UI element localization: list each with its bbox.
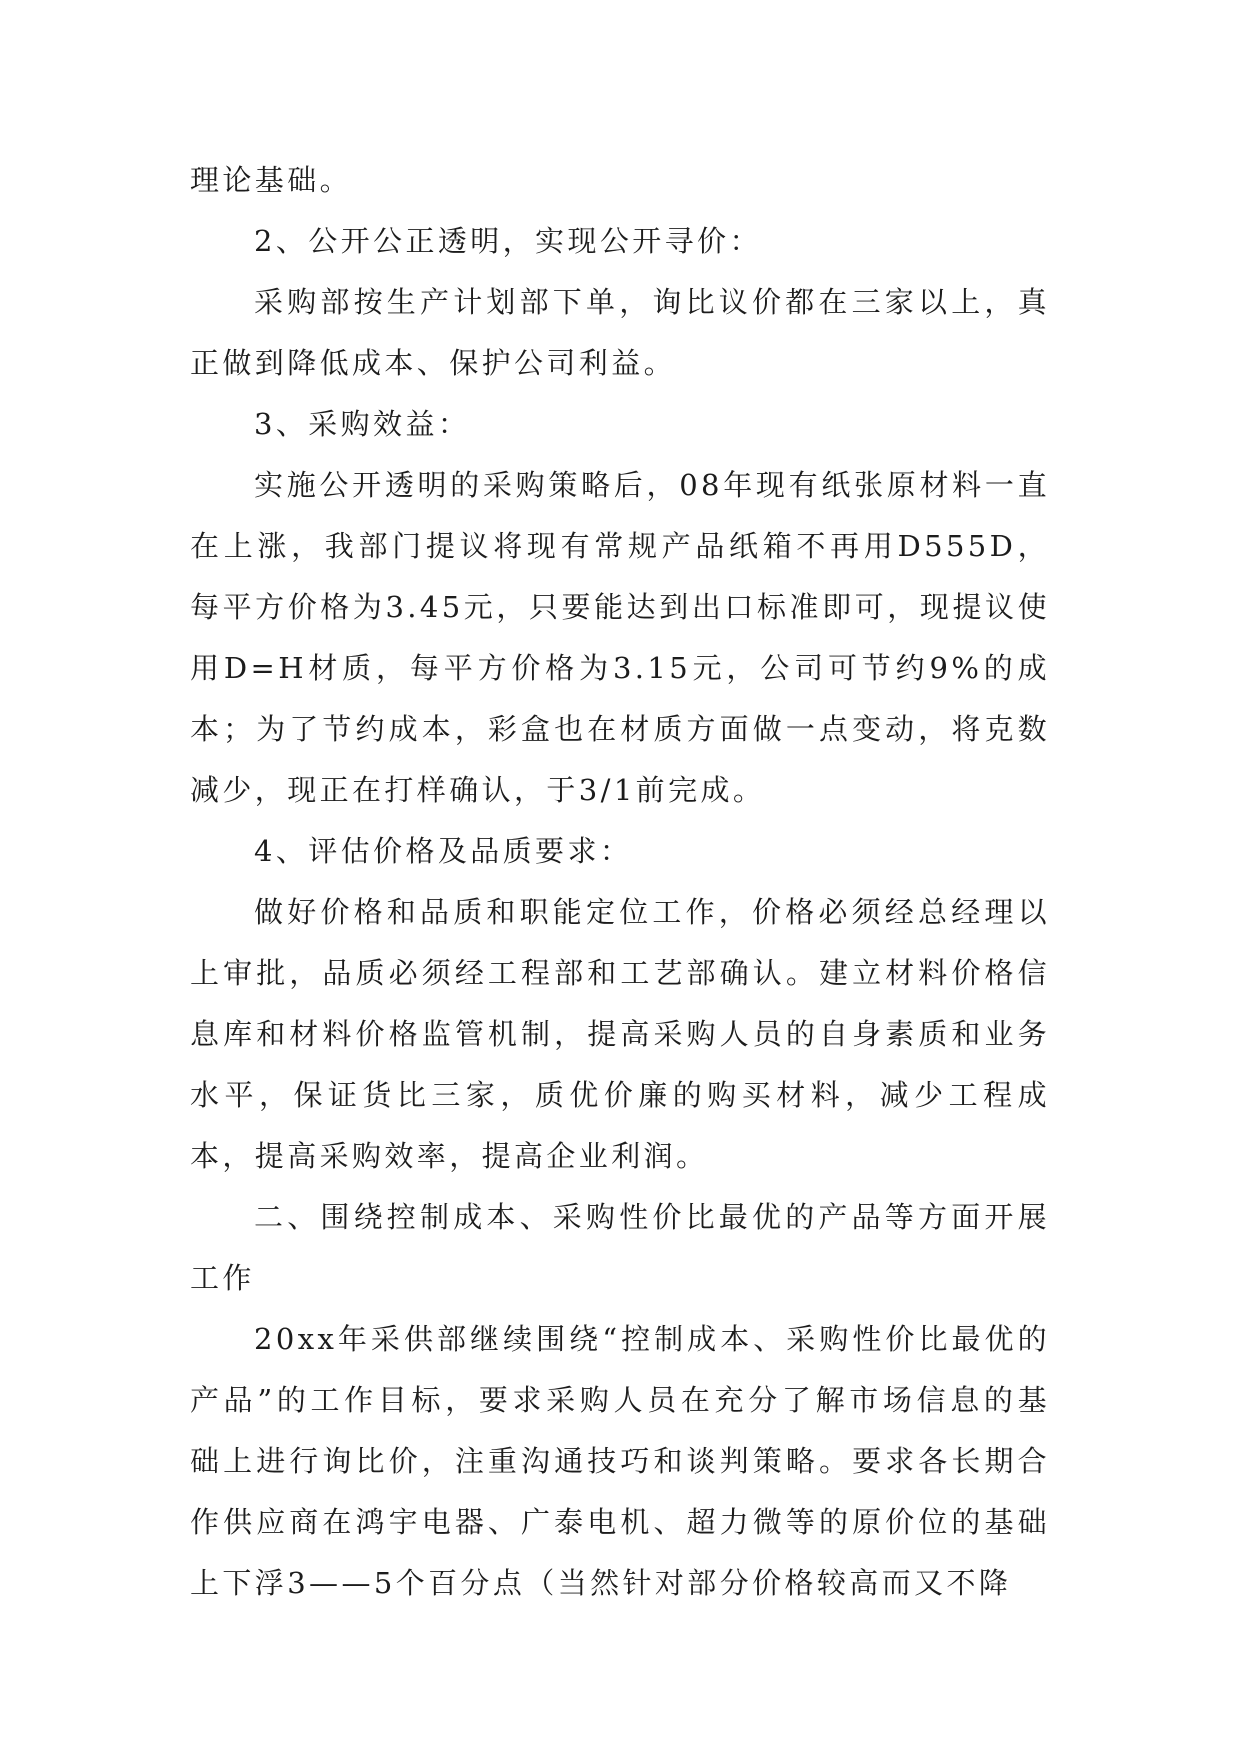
section-heading-2: 二、围绕控制成本、采购性价比最优的产品等方面开展工作: [190, 1200, 1050, 1295]
heading-item-2: 2、公开公正透明，实现公开寻价：: [254, 224, 762, 258]
paragraph-section-2-body: 20xx年采供部继续围绕“控制成本、采购性价比最优的产品”的工作目标，要求采购人员在充分了解市场信息的基础上进行询比价，注重沟通技巧和谈判策略。要求各长期合作供应商在鸿宇电器、广泰电机、超力微等的原价位的基础上下浮3——5个百分点（当然针对部分价格较高而又不降: [190, 1322, 1050, 1600]
heading-item-4: 4、评估价格及品质要求：: [254, 834, 633, 868]
document-body: [190, 150, 1050, 1614]
heading-item-3: 3、采购效益：: [254, 407, 471, 441]
paragraph-item-2-body: 采购部按生产计划部下单，询比议价都在三家以上，真正做到降低成本、保护公司利益。: [190, 285, 1050, 380]
paragraph-item-4-body: 做好价格和品质和职能定位工作，价格必须经总经理以上审批，品质必须经工程部和工艺部确认。建立材料价格信息库和材料价格监管机制，提高采购人员的自身素质和业务水平，保证货比三家，质优价廉的购买材料，减少工程成本，提高采购效率，提高企业利润。: [190, 895, 1050, 1173]
paragraph-continuation: 理论基础。: [190, 163, 353, 197]
paragraph-item-3-body: 实施公开透明的采购策略后，08年现有纸张原材料一直在上涨，我部门提议将现有常规产品纸箱不再用D555D，每平方价格为3.45元，只要能达到出口标准即可，现提议使用D=H材质，每平方价格为3.15元，公司可节约9%的成本；为了节约成本，彩盒也在材质方面做一点变动，将克数减少，现正在打样确认，于3/1前完成。: [190, 468, 1050, 807]
